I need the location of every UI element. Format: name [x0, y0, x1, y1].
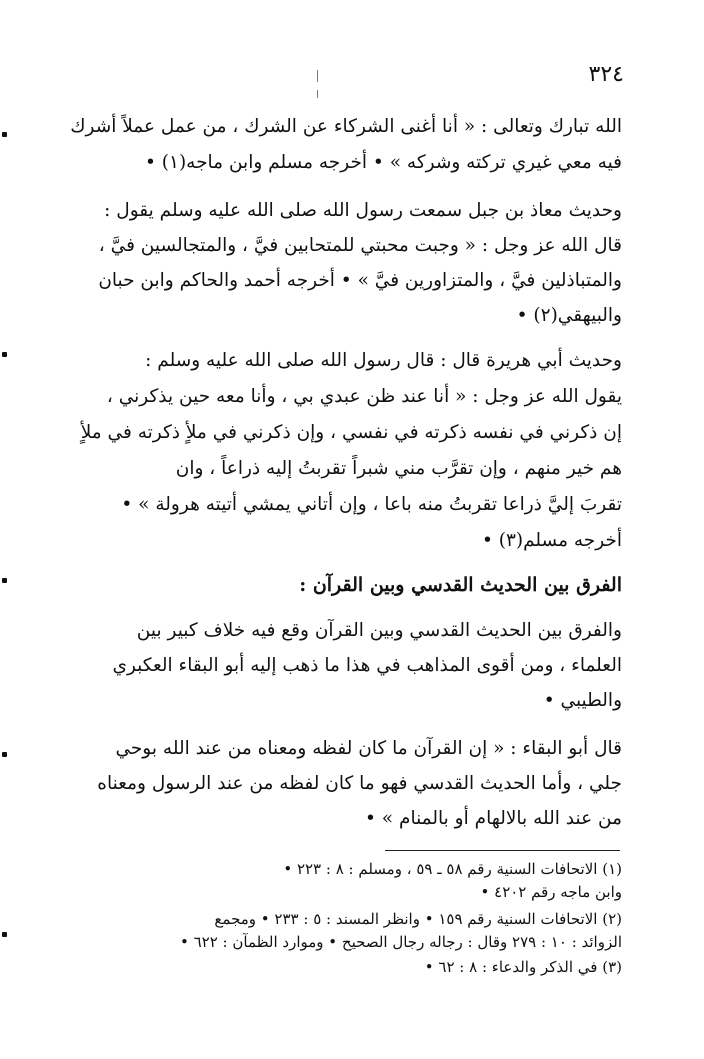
text-line: فيه معي غيري تركته وشركه » • أخرجه مسلم وابن ماجه(١) •: [145, 152, 622, 173]
running-head-mark: [317, 70, 318, 82]
text-line: جلي ، وأما الحديث القدسي فهو ما كان لفظه من عند الرسول ومعناه: [97, 773, 622, 794]
footnote-separator: [385, 850, 620, 851]
text-line: قال الله عز وجل : « وجبت محبتي للمتحابين فيَّ ، والمتجالسين فيَّ ،: [98, 235, 622, 256]
section-heading: الفرق بين الحديث القدسي وبين القرآن :: [299, 574, 622, 596]
text-line: من عند الله بالالهام أو بالمنام » •: [365, 808, 622, 829]
text-line: هم خير منهم ، وإن تقرَّب مني شبراً تقربتُ إليه ذراعاً ، وان: [175, 458, 622, 479]
footnote-line: (٢) الاتحافات السنية رقم ١٥٩ • وانظر المسند : ٥ : ٢٣٣ • ومجمع: [214, 910, 622, 928]
text-line: العلماء ، ومن أقوى المذاهب في هذا ما ذهب إليه أبو البقاء العكبري: [112, 655, 622, 676]
text-line: والفرق بين الحديث القدسي وبين القرآن وقع فيه خلاف كبير بين: [136, 620, 622, 641]
margin-mark: [2, 752, 7, 757]
margin-mark: [2, 932, 7, 937]
text-line: قال أبو البقاء : « إن القرآن ما كان لفظه ومعناه من عند الله بوحي: [115, 738, 622, 759]
text-line: يقول الله عز وجل : « أنا عند ظن عبدي بي ، وأنا معه حين يذكرني ،: [106, 386, 622, 407]
paragraph-hadith-shirk: [66, 112, 622, 182]
text-line: والطيبي •: [543, 690, 622, 711]
text-line: تقربَ إليَّ ذراعا تقربتُ منه باعا ، وإن أتاني يمشي أتيته هرولة » •: [121, 494, 622, 515]
paragraph-hadith-abu-hurayra: [66, 346, 622, 556]
paragraph-difference: [66, 616, 622, 721]
text-line: أخرجه مسلم(٣) •: [481, 530, 622, 551]
text-line: وحديث معاذ بن جبل سمعت رسول الله صلى الله عليه وسلم يقول :: [104, 200, 622, 221]
text-line: إن ذكرني في نفسه ذكرته في نفسي ، وإن ذكرني في ملأٍ ذكرته في ملأٍ: [80, 422, 622, 443]
text-line: وحديث أبي هريرة قال : قال رسول الله صلى الله عليه وسلم :: [145, 350, 622, 371]
page-number: ٣٢٤: [588, 62, 624, 87]
footnote-line: وابن ماجه رقم ٤٢٠٢ •: [480, 883, 622, 901]
paragraph-abu-albaqa: [66, 734, 622, 839]
footnote-line: (٣) في الذكر والدعاء : ٨ : ٦٢ •: [424, 958, 622, 976]
footnote-line: (١) الاتحافات السنية رقم ٥٨ ـ ٥٩ ، ومسلم : ٨ : ٢٢٣ •: [283, 860, 622, 878]
paragraph-hadith-muadh: [66, 196, 622, 336]
text-line: والمتباذلين فيَّ ، والمتزاورين فيَّ » • أخرجه أحمد والحاكم وابن حبان: [98, 270, 622, 291]
footnote-line: الزوائد : ١٠ : ٢٧٩ وقال : رجاله رجال الصحيح • وموارد الظمآن : ٦٢٢ •: [179, 933, 622, 951]
running-head-mark: [317, 90, 318, 98]
margin-mark: [2, 578, 7, 583]
text-line: والبيهقي(٢) •: [516, 305, 622, 326]
margin-mark: [2, 352, 7, 357]
margin-mark: [2, 132, 7, 137]
text-line: الله تبارك وتعالى : « أنا أغنى الشركاء عن الشرك ، من عمل عملاً أشرك: [70, 116, 622, 137]
